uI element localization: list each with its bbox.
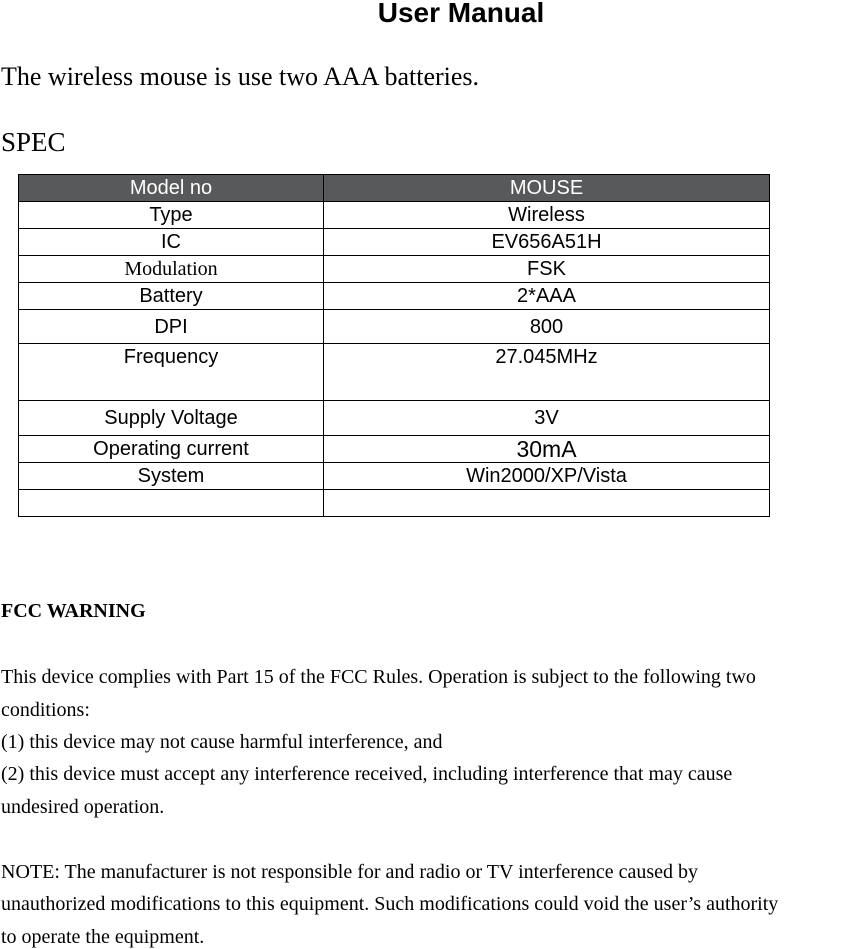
page-title: User Manual — [377, 0, 545, 28]
spec-label-cell: Type — [19, 202, 324, 229]
table-header-row — [19, 175, 770, 202]
spec-table — [18, 174, 770, 517]
table-row — [19, 256, 770, 283]
table-row — [19, 202, 770, 229]
spec-label-cell: Modulation — [19, 256, 324, 283]
spec-label-cell: Frequency — [19, 344, 324, 401]
note-line: to operate the equipment. — [1, 926, 205, 948]
intro-text: The wireless mouse is use two AAA batteries. — [1, 62, 480, 91]
spec-value-cell — [324, 490, 770, 517]
spec-value-cell: FSK — [324, 256, 770, 283]
note-line: NOTE: The manufacturer is not responsible for and radio or TV interference caused by — [1, 861, 698, 883]
spec-value-cell: 800 — [324, 310, 770, 344]
header-value-cell: MOUSE — [324, 175, 770, 202]
spec-value-cell: 3V — [324, 401, 770, 436]
spec-value-cell: Wireless — [324, 202, 770, 229]
header-label-cell: Model no — [19, 175, 324, 202]
fcc-warning-heading: FCC WARNING — [1, 600, 146, 622]
spec-heading: SPEC — [1, 127, 66, 157]
spec-label-cell — [19, 490, 324, 517]
spec-label-cell: DPI — [19, 310, 324, 344]
table-row — [19, 283, 770, 310]
table-row — [19, 490, 770, 517]
fcc-line: (1) this device may not cause harmful interference, and — [1, 731, 443, 753]
spec-label-cell: Supply Voltage — [19, 401, 324, 436]
spec-value-cell: 2*AAA — [324, 283, 770, 310]
table-row — [19, 463, 770, 490]
table-row — [19, 310, 770, 344]
fcc-line: This device complies with Part 15 of the FCC Rules. Operation is subject to the following two — [1, 666, 756, 688]
fcc-line: (2) this device must accept any interference received, including interference that may cause — [1, 763, 733, 785]
spec-value-cell: Win2000/XP/Vista — [324, 463, 770, 490]
fcc-line: undesired operation. — [1, 796, 165, 818]
table-row — [19, 436, 770, 463]
spec-value-cell: EV656A51H — [324, 229, 770, 256]
table-row — [19, 401, 770, 436]
spec-label-cell: System — [19, 463, 324, 490]
spec-label-cell: Battery — [19, 283, 324, 310]
spec-label-cell: Operating current — [19, 436, 324, 463]
note-line: unauthorized modifications to this equipment. Such modifications could void the user’s authority — [1, 893, 779, 915]
fcc-line: conditions: — [1, 699, 90, 721]
spec-value-cell: 27.045MHz — [324, 344, 770, 401]
spec-value-cell: 30mA — [324, 436, 770, 463]
table-row — [19, 344, 770, 401]
spec-label-cell: IC — [19, 229, 324, 256]
table-row — [19, 229, 770, 256]
